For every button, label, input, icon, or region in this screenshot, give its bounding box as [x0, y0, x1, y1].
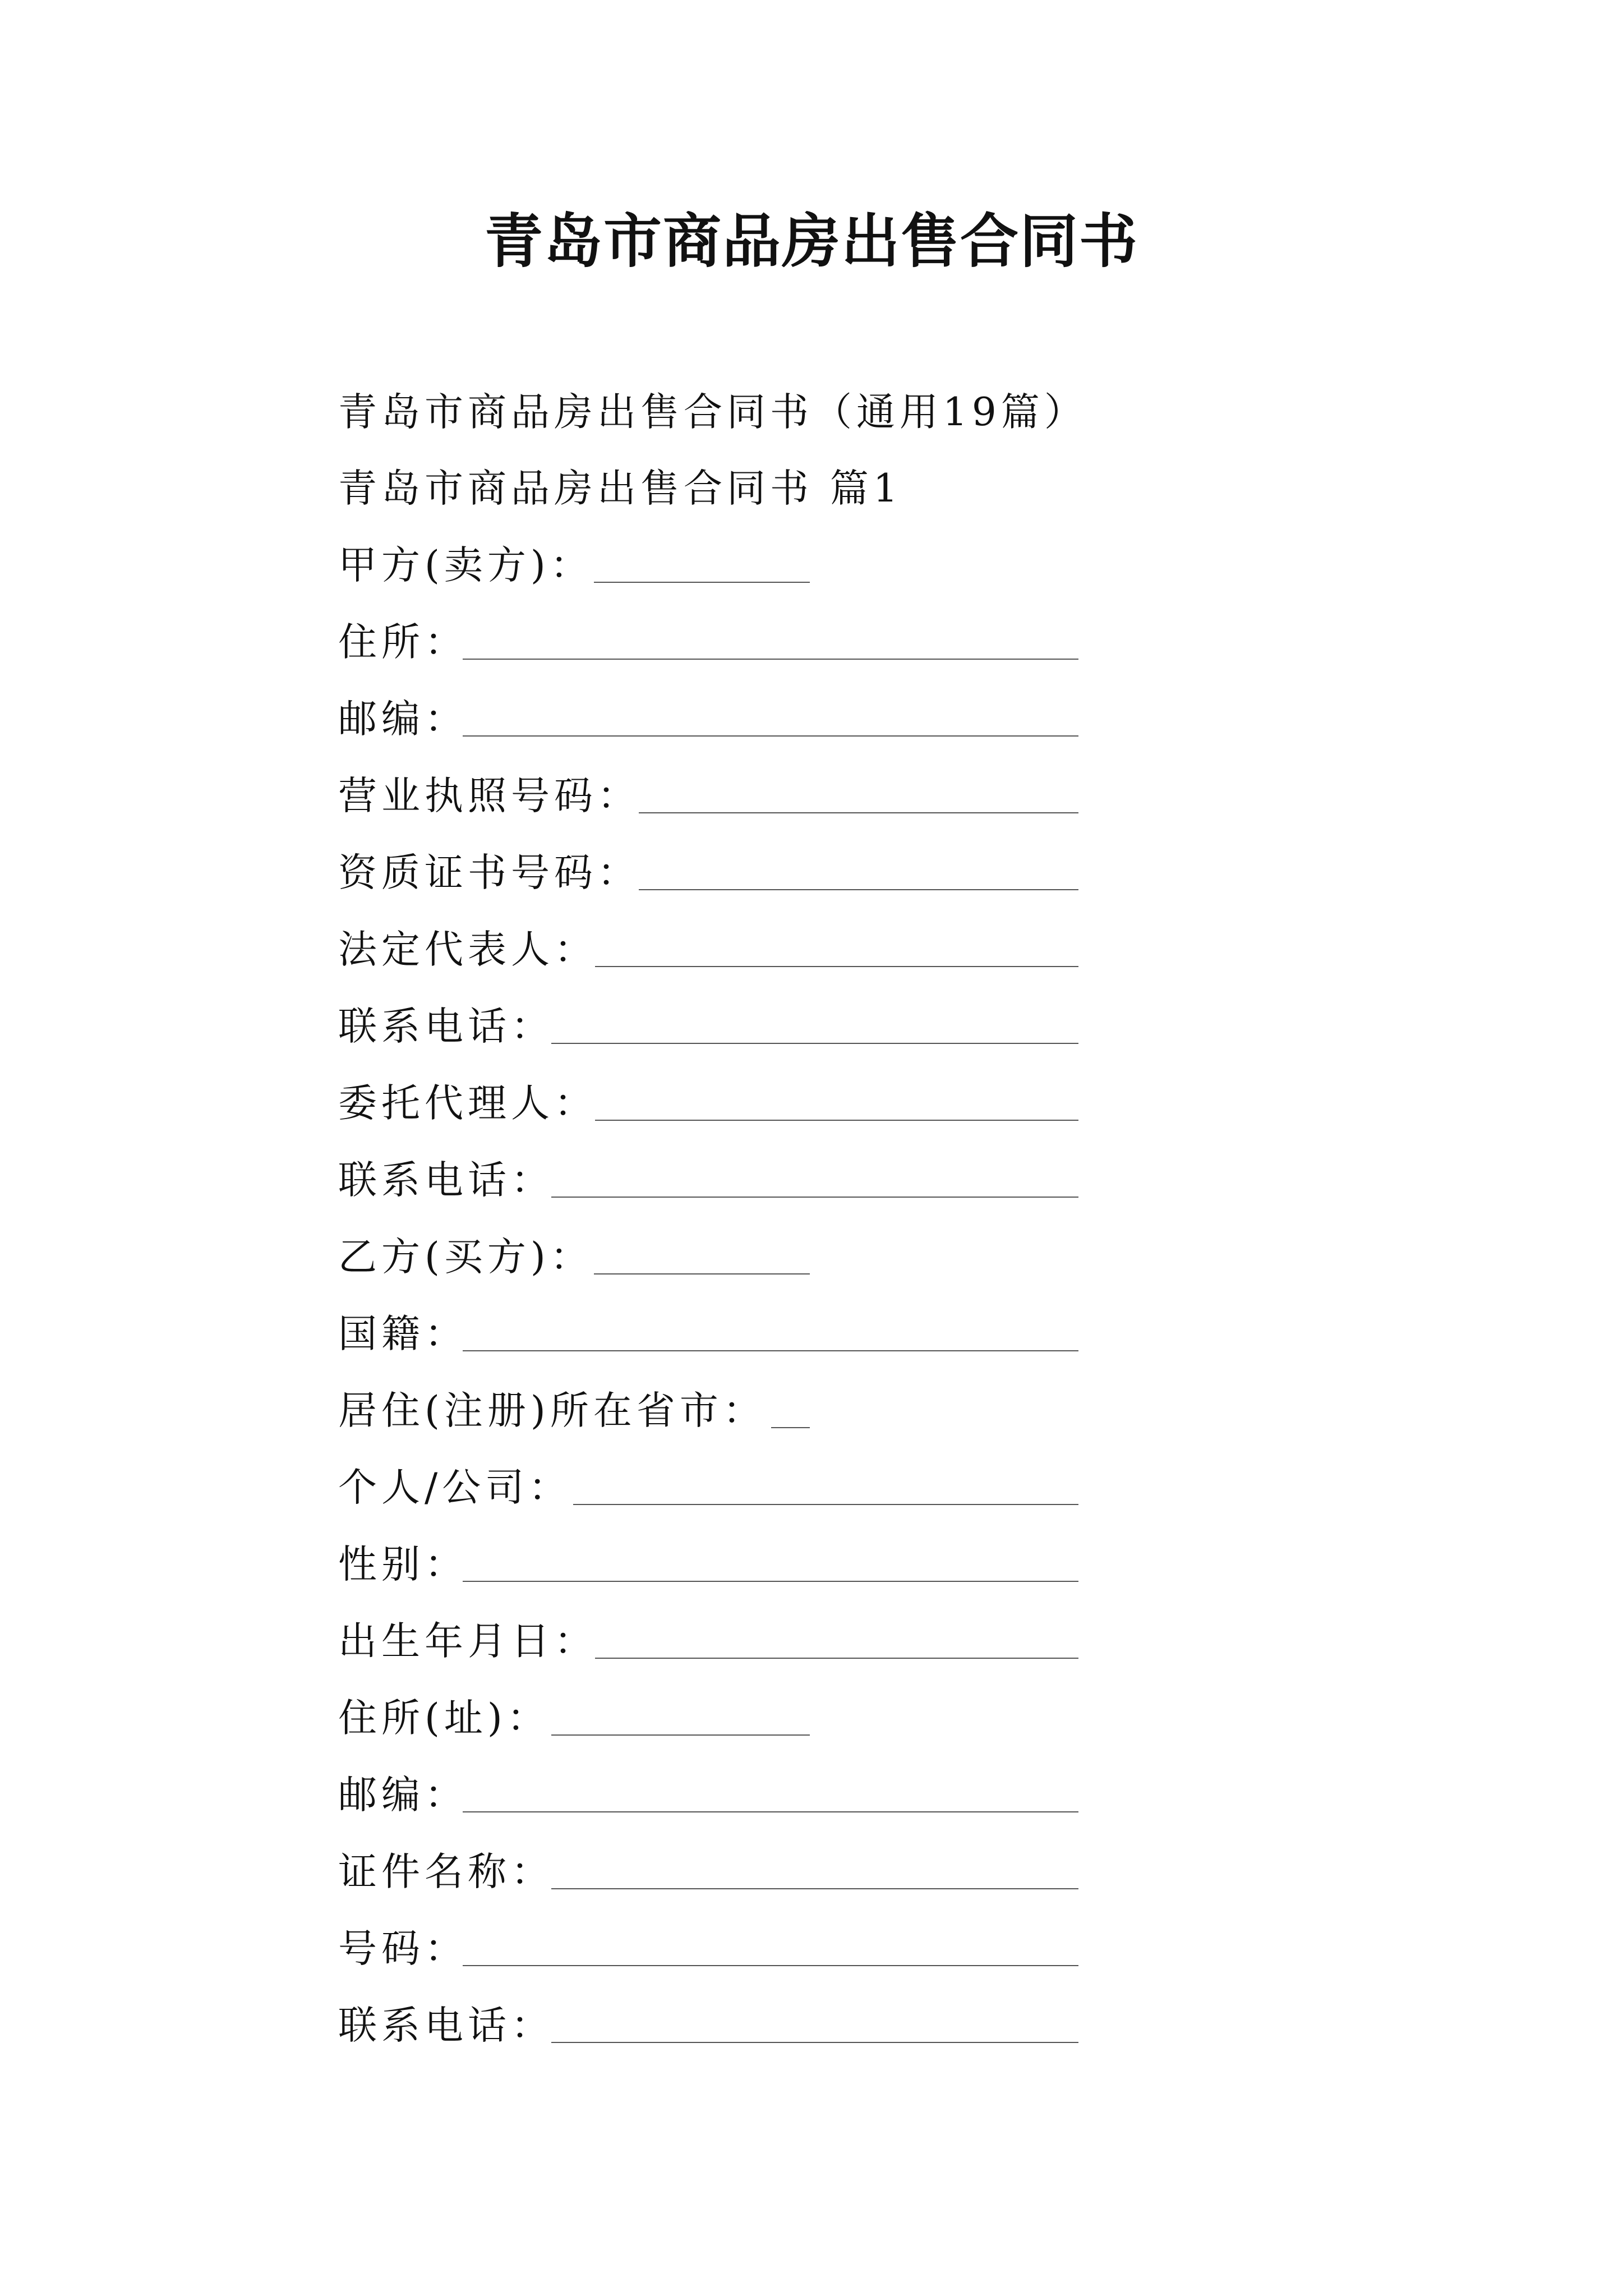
fill-blank[interactable]	[594, 1273, 810, 1274]
field-label: 邮编：	[338, 697, 468, 742]
field-label: 联系电话：	[338, 1158, 554, 1203]
fill-blank[interactable]	[639, 812, 1078, 813]
fill-blank[interactable]	[594, 582, 810, 583]
field-label: 性别：	[338, 1542, 468, 1587]
field-label: 资质证书号码：	[338, 850, 640, 895]
fill-blank[interactable]	[463, 1965, 1078, 1966]
fill-blank[interactable]	[771, 1427, 810, 1428]
fill-blank[interactable]	[463, 1811, 1078, 1812]
fill-blank[interactable]	[463, 659, 1078, 660]
section-heading: 青岛市商品房出售合同书 篇1	[338, 466, 902, 511]
field-label: 出生年月日：	[338, 1619, 597, 1664]
fill-blank[interactable]	[463, 1350, 1078, 1351]
fill-blank[interactable]	[551, 1734, 810, 1736]
fill-blank[interactable]	[595, 966, 1078, 967]
field-label: 联系电话：	[338, 1004, 554, 1049]
field-label: 邮编：	[338, 1773, 468, 1818]
field-label: 委托代理人：	[338, 1081, 597, 1126]
fill-blank[interactable]	[463, 735, 1078, 737]
field-label: 号码：	[338, 1926, 468, 1971]
field-label: 居住(注册)所在省市：	[338, 1388, 766, 1433]
field-label: 住所(址)：	[338, 1696, 550, 1741]
fill-blank[interactable]	[573, 1504, 1078, 1505]
fill-blank[interactable]	[551, 1043, 1078, 1044]
fill-blank[interactable]	[551, 1888, 1078, 1889]
field-label: 住所：	[338, 620, 468, 665]
field-label: 法定代表人：	[338, 927, 597, 972]
fill-blank[interactable]	[551, 2042, 1078, 2043]
field-label: 个人/公司：	[338, 1465, 572, 1510]
field-label: 联系电话：	[338, 2003, 554, 2048]
field-label: 证件名称：	[338, 1849, 554, 1894]
field-label: 营业执照号码：	[338, 774, 640, 818]
field-label: 甲方(卖方)：	[338, 543, 593, 588]
document-subtitle: 青岛市商品房出售合同书（通用19篇）	[338, 390, 1087, 435]
fill-blank[interactable]	[551, 1197, 1078, 1198]
fill-blank[interactable]	[595, 1120, 1078, 1121]
fill-blank[interactable]	[595, 1658, 1078, 1659]
fill-blank[interactable]	[463, 1581, 1078, 1582]
document-title: 青岛市商品房出售合同书	[484, 206, 1138, 275]
fill-blank[interactable]	[639, 889, 1078, 890]
field-label: 乙方(买方)：	[338, 1235, 593, 1280]
field-label: 国籍：	[338, 1312, 468, 1356]
